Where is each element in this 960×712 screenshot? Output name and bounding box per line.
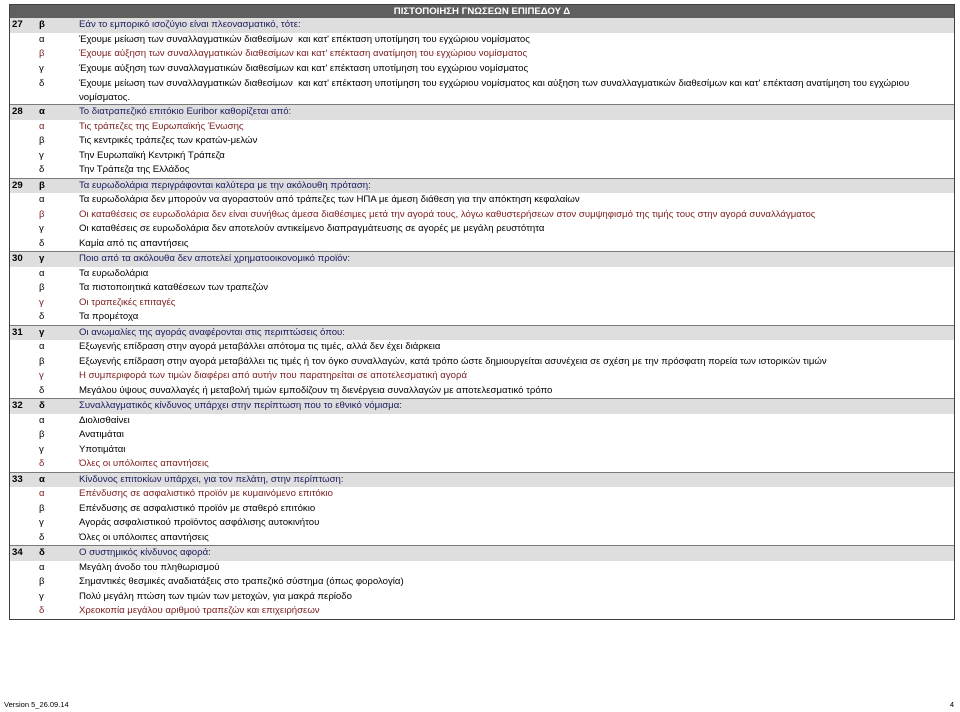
option-letter: α xyxy=(39,33,45,45)
question-text: Οι ανωμαλίες της αγοράς αναφέρονται στις περιπτώσεις όπου: xyxy=(79,326,345,338)
option-letter: α xyxy=(39,341,45,352)
option-text: Ανατιμάται xyxy=(79,429,124,440)
option-letter: γ xyxy=(39,149,44,161)
question-text: Ποιο από τα ακόλουθα δεν αποτελεί χρηματοοικονομικό προϊόν: xyxy=(79,253,351,264)
option-text: Αγοράς ασφαλιστικού προϊόντος ασφάλισης αυτοκινήτου xyxy=(79,517,320,528)
option-row xyxy=(10,163,954,178)
question-number: 27 xyxy=(12,19,23,30)
question-rows xyxy=(10,18,954,619)
option-letter: β xyxy=(39,502,45,514)
option-text: Έχουμε μείωση των συναλλαγματικών διαθεσίμων και κατ' επέκταση υποτίμηση του εγχώριου νομίσματος xyxy=(79,33,530,45)
question-row xyxy=(10,104,954,120)
option-letter: δ xyxy=(39,311,45,322)
question-number: 31 xyxy=(12,326,23,338)
option-row xyxy=(10,369,954,384)
option-text: Έχουμε αύξηση των συναλλαγματικών διαθεσίμων και κατ' επέκταση ανατίμηση του εγχώριου νομίσματος xyxy=(79,48,528,59)
question-row xyxy=(10,472,954,488)
option-row xyxy=(10,296,954,311)
option-text: Τις κεντρικές τράπεζες των κρατών-μελών xyxy=(79,135,258,146)
option-letter: δ xyxy=(39,384,45,396)
option-text: Σημαντικές θεσμικές αναδιατάξεις στο τραπεζικό σύστημα (όπως φορολογία) xyxy=(79,576,404,587)
option-row xyxy=(10,516,954,531)
question-answer-letter: γ xyxy=(39,326,45,338)
option-row xyxy=(10,355,954,370)
option-row xyxy=(10,149,954,164)
option-row xyxy=(10,62,954,77)
option-row xyxy=(10,267,954,282)
option-text: Τα προμέτοχα xyxy=(79,311,139,322)
option-letter: α xyxy=(39,120,45,132)
option-text: Διολισθαίνει xyxy=(79,414,130,426)
option-text: Έχουμε μείωση των συναλλαγματικών διαθεσίμων και κατ' επέκταση υποτίμηση του εγχώριου νομίσματος και αύξηση των συναλλαγματικών διαθεσίμων και κατ' επέκταση ανατίμηση του εγχώριου νομίσματος. xyxy=(79,78,912,103)
sheet-header-title: ΠΙΣΤΟΠΟΙΗΣΗ ΓΝΩΣΕΩΝ ΕΠΙΠΕΔΟΥ Δ xyxy=(10,5,954,18)
option-letter: β xyxy=(39,355,45,367)
option-row xyxy=(10,193,954,208)
option-text: Τις τράπεζες της Ευρωπαϊκής Ένωσης xyxy=(79,120,244,132)
option-letter: β xyxy=(39,208,45,220)
question-number: 34 xyxy=(12,547,23,558)
option-letter: δ xyxy=(39,164,45,175)
option-letter: α xyxy=(39,561,45,573)
option-letter: α xyxy=(39,267,45,279)
option-text: Εξωγενής επίδραση στην αγορά μεταβάλλει απότομα τις τιμές, αλλά δεν έχει διάρκεια xyxy=(79,341,441,352)
option-row xyxy=(10,457,954,472)
option-text: Οι καταθέσεις σε ευρωδολάρια δεν είναι συνήθως άμεσα διαθέσιμες μετά την αγορά τους, λόγω καθυστερήσεων στον συμψηφισμό της τιμής τους στην αγορά συναλλάγματος xyxy=(79,208,816,220)
question-row xyxy=(10,251,954,267)
option-text: Έχουμε αύξηση των συναλλαγματικών διαθεσίμων και κατ' επέκταση υποτίμηση του εγχώριου νομίσματος xyxy=(79,62,529,74)
option-text: Εξωγενής επίδραση στην αγορά μεταβάλλει τις τιμές ή τον όγκο συναλλαγών, κατά τρόπο ώστε δημιουργείται ασυνέχεια σε σχέση με την πρόσφατη πορεία των ιστορικών τιμών xyxy=(79,355,827,367)
question-answer-letter: β xyxy=(39,179,45,191)
option-text: Μεγάλου ύψους συναλλαγές ή μεταβολή τιμών εμποδίζουν τη διενέργεια συναλλαγών με αποτελεσματικό τρόπο xyxy=(79,384,553,396)
option-row xyxy=(10,487,954,502)
option-row xyxy=(10,33,954,48)
option-letter: β xyxy=(39,429,45,440)
option-text: Την Ευρωπαϊκή Κεντρική Τράπεζα xyxy=(79,149,225,161)
option-text: Τα ευρωδολάρια xyxy=(79,267,149,279)
question-answer-letter: α xyxy=(39,106,45,117)
option-text: Την Τράπεζα της Ελλάδος xyxy=(79,164,190,175)
option-text: Μεγάλη άνοδο του πληθωρισμού xyxy=(79,561,220,573)
option-letter: α xyxy=(39,488,45,499)
option-row xyxy=(10,281,954,296)
option-text: Όλες οι υπόλοιπες απαντήσεις xyxy=(79,531,209,543)
option-text: Επένδυσης σε ασφαλιστικό προϊόν με κυμαινόμενο επιτόκιο xyxy=(79,488,333,499)
question-row xyxy=(10,325,954,341)
option-text: Όλες οι υπόλοιπες απαντήσεις xyxy=(79,458,209,469)
question-number: 32 xyxy=(12,400,23,411)
question-row xyxy=(10,398,954,414)
question-row xyxy=(10,545,954,561)
question-number: 28 xyxy=(12,106,23,117)
option-letter: α xyxy=(39,194,45,205)
footer-version: Version 5_26.09.14 xyxy=(4,700,69,709)
option-letter: β xyxy=(39,576,45,587)
option-text: Η συμπεριφορά των τιμών διαφέρει από αυτήν που παρατηρείται σε αποτελεσματική αγορά xyxy=(79,370,467,381)
question-text: Ο συστημικός κίνδυνος αφορά: xyxy=(79,547,211,558)
option-letter: β xyxy=(39,48,45,59)
option-letter: γ xyxy=(39,517,44,528)
option-row xyxy=(10,134,954,149)
question-row xyxy=(10,18,954,33)
option-text: Επένδυσης σε ασφαλιστικό προϊόν με σταθερό επιτόκιο xyxy=(79,502,316,514)
option-row xyxy=(10,76,954,104)
option-text: Τα πιστοποιητικά καταθέσεων των τραπεζών xyxy=(79,282,269,293)
option-letter: δ xyxy=(39,458,45,469)
option-letter: δ xyxy=(39,605,45,616)
question-text: Τα ευρωδολάρια περιγράφονται καλύτερα με την ακόλουθη πρόταση: xyxy=(79,179,371,191)
option-row xyxy=(10,384,954,399)
question-row xyxy=(10,178,954,194)
option-letter: γ xyxy=(39,62,44,74)
question-answer-letter: β xyxy=(39,19,45,30)
option-row xyxy=(10,208,954,223)
option-row xyxy=(10,222,954,237)
option-row xyxy=(10,590,954,605)
question-text: Εάν το εμπορικό ισοζύγιο είναι πλεονασματικό, τότε: xyxy=(79,19,301,30)
option-text: Καμία από τις απαντήσεις xyxy=(79,237,189,249)
option-letter: β xyxy=(39,135,45,146)
option-row xyxy=(10,561,954,576)
option-row xyxy=(10,340,954,355)
option-row xyxy=(10,443,954,458)
option-letter: α xyxy=(39,414,45,426)
question-number: 33 xyxy=(12,473,23,485)
option-row xyxy=(10,310,954,325)
option-row xyxy=(10,120,954,135)
option-row xyxy=(10,604,954,619)
option-letter: γ xyxy=(39,590,44,602)
option-letter: β xyxy=(39,282,45,293)
option-text: Υποτιμάται xyxy=(79,443,126,455)
question-answer-letter: δ xyxy=(39,547,45,558)
option-row xyxy=(10,47,954,62)
option-row xyxy=(10,414,954,429)
option-text: Χρεοκοπία μεγάλου αριθμού τραπεζών και επιχειρήσεων xyxy=(79,605,320,616)
option-row xyxy=(10,502,954,517)
option-text: Οι καταθέσεις σε ευρωδολάρια δεν αποτελούν αντικείμενο διαπραγμάτευσης σε αγορές με μεγάλη ρευστότητα xyxy=(79,223,545,234)
question-text: Συναλλαγματικός κίνδυνος υπάρχει στην περίπτωση που το εθνικό νόμισμα: xyxy=(79,400,402,411)
option-text: Πολύ μεγάλη πτώση των τιμών των μετοχών, για μακρά περίοδο xyxy=(79,590,352,602)
option-row xyxy=(10,428,954,443)
question-sheet xyxy=(9,4,955,620)
option-letter: γ xyxy=(39,223,44,234)
option-letter: δ xyxy=(39,531,45,543)
option-row xyxy=(10,575,954,590)
option-row xyxy=(10,237,954,252)
option-letter: γ xyxy=(39,443,44,455)
option-row xyxy=(10,531,954,546)
question-text: Κίνδυνος επιτοκίων υπάρχει, για τον πελάτη, στην περίπτωση: xyxy=(79,473,344,485)
question-number: 30 xyxy=(12,253,23,264)
question-answer-letter: γ xyxy=(39,253,45,264)
footer-page-number: 4 xyxy=(949,700,954,709)
question-answer-letter: α xyxy=(39,473,45,485)
question-text: Το διατραπεζικό επιτόκιο Euribor καθορίζεται από: xyxy=(79,106,292,117)
option-text: Τα ευρωδολάρια δεν μπορούν να αγοραστούν από τράπεζες των ΗΠΑ με άμεση διάθεση για την απόκτηση κεφαλαίων xyxy=(79,194,580,205)
option-letter: δ xyxy=(39,78,45,89)
question-number: 29 xyxy=(12,179,23,191)
question-answer-letter: δ xyxy=(39,400,45,411)
option-letter: γ xyxy=(39,370,44,381)
option-text: Οι τραπεζικές επιταγές xyxy=(79,296,176,308)
option-letter: δ xyxy=(39,237,45,249)
option-letter: γ xyxy=(39,296,44,308)
